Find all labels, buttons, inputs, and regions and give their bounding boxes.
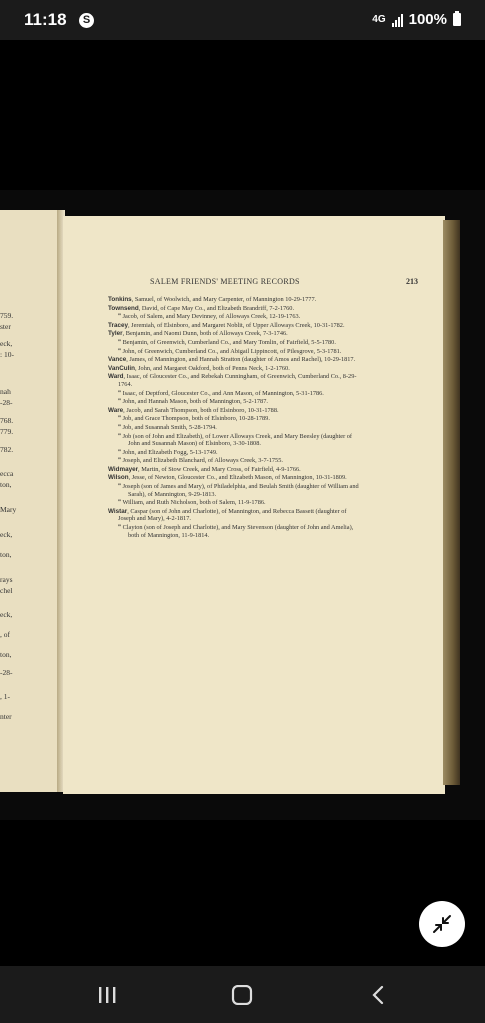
record-surname: ": [118, 483, 121, 491]
record-text: Martin, of Stow Creek, and Mary Cross, of Fairfield, 4-9-1766.: [141, 465, 301, 473]
recents-icon: [97, 986, 117, 1004]
s-badge-icon: S: [79, 13, 94, 28]
record-text: Job, and Susannah Smith, 5-28-1794.: [122, 423, 217, 431]
record-entry: [108, 348, 360, 356]
record-text: John, of Greenwich, Cumberland Co., and Abigail Lippincott, of Pilesgrove, 5-3-1781.: [122, 347, 342, 355]
book-photo[interactable]: [0, 190, 485, 820]
page-header-title: SALEM FRIENDS' MEETING RECORDS: [150, 277, 300, 286]
left-page-text: eck,: [0, 530, 13, 539]
record-surname: Wilson: [108, 474, 129, 482]
record-text: Clayton (son of Joseph and Charlotte), and Mary Stevenson (daughter of John and Amelia), both of Mannington, 11-9-1814.: [122, 524, 354, 539]
record-entry: Wilson, Jesse, of Newton, Gloucester Co., and Elizabeth Mason, of Mannington, 10-31-1809.: [108, 474, 347, 482]
record-text: Benjamin, and Naomi Dunn, both of Alloways Creek, 7-3-1746.: [125, 330, 288, 338]
system-nav-bar: [0, 966, 485, 1023]
record-text: Jacob, and Sarah Thompson, both of Elsinboro, 10-31-1788.: [126, 406, 279, 414]
record-entry: VanCulin, John, and Margaret Oakford, both of Penns Neck, 1-2-1760.: [108, 364, 290, 372]
record-entry: [108, 313, 360, 321]
right-page: [63, 216, 445, 794]
record-surname: Vance: [108, 356, 127, 364]
record-surname: ": [118, 338, 121, 346]
record-text: John, and Hannah Mason, both of Mannington, 5-2-1787.: [122, 398, 268, 406]
signal-icon: [392, 13, 403, 27]
left-page-text: chel: [0, 586, 13, 595]
left-page-text: nah: [0, 387, 11, 396]
left-page-text: ster: [0, 322, 11, 331]
record-entry: [108, 499, 360, 507]
record-entry: [108, 483, 360, 498]
record-entries: [108, 296, 360, 540]
recents-button[interactable]: [87, 983, 127, 1007]
record-entry: [108, 339, 360, 347]
left-page-text: nter: [0, 712, 12, 721]
record-surname: Tyler: [108, 330, 123, 338]
left-page-text: , 1-: [0, 692, 10, 701]
record-entry: Vance, James, of Mannington, and Hannah Stratton (daughter of Amos and Rachel), 10-29-1817.: [108, 356, 356, 364]
record-entry: [108, 390, 360, 398]
left-page-text: 759.: [0, 311, 14, 320]
record-surname: Tonkins: [108, 296, 132, 303]
record-surname: Tracey: [108, 321, 128, 329]
record-text: Isaac, of Deptford, Gloucester Co., and Ann Mason, of Mannington, 5-31-1786.: [122, 389, 324, 397]
exit-fullscreen-button[interactable]: [419, 901, 465, 947]
home-icon: [231, 985, 253, 1005]
image-viewer[interactable]: [0, 40, 485, 966]
left-page-text: Mary: [0, 505, 17, 514]
record-entry: Tracey, Jeremiah, of Elsinboro, and Margaret Noblit, of Upper Alloways Creek, 10-31-1782.: [108, 321, 345, 329]
left-page-text: ton,: [0, 480, 12, 489]
record-entry: [108, 415, 360, 423]
record-surname: Ward: [108, 373, 124, 381]
record-surname: ": [118, 347, 121, 355]
record-entry: Tyler, Benjamin, and Naomi Dunn, both of Alloways Creek, 7-3-1746.: [108, 330, 288, 338]
back-icon: [371, 985, 385, 1005]
record-text: Job (son of John and Elizabeth), of Lower Alloways Creek, and Mary Beesley (daughter of John and Susannah Mason) of Elsinboro, 3-30-1808.: [122, 432, 353, 448]
record-text: James, of Mannington, and Hannah Stratton (daughter of Amos and Rachel), 10-29-1817.: [129, 356, 356, 364]
record-text: Jacob, of Salem, and Mary Devinney, of Alloways Creek, 12-19-1763.: [122, 313, 301, 321]
record-text: Job, and Grace Thompson, both of Elsinboro, 10-28-1789.: [122, 415, 270, 423]
back-button[interactable]: [358, 983, 398, 1007]
status-time: 11:18: [24, 10, 67, 29]
left-page-fragment: [0, 210, 60, 792]
record-entry: Ward, Isaac, of Gloucester Co., and Rebekah Cunningham, of Greenwich, Cumberland Co., 8-29-1764.: [108, 373, 357, 388]
record-entry: Tonkins, Samuel, of Woolwich, and Mary Carpenter, of Mannington 10-29-1777.: [108, 296, 317, 303]
record-surname: Wistar: [108, 507, 128, 515]
record-text: John, and Elizabeth Fogg, 5-13-1749.: [122, 448, 218, 456]
left-page-text: ton,: [0, 650, 12, 659]
record-entry: [108, 457, 360, 465]
battery-percent: 100%: [408, 11, 447, 28]
record-surname: ": [118, 432, 121, 440]
record-text: Samuel, of Woolwich, and Mary Carpenter, of Mannington 10-29-1777.: [134, 296, 317, 303]
left-page-text: 768.: [0, 416, 14, 425]
record-surname: ": [118, 415, 121, 423]
record-surname: ": [118, 398, 121, 406]
record-surname: ": [118, 423, 121, 431]
record-entry: Ware, Jacob, and Sarah Thompson, both of Elsinboro, 10-31-1788.: [108, 406, 279, 414]
record-text: Jeremiah, of Elsinboro, and Margaret Noblit, of Upper Alloways Creek, 10-31-1782.: [131, 321, 345, 329]
record-entry: [108, 449, 360, 457]
record-entry: [108, 524, 360, 539]
record-text: Benjamin, of Greenwich, Cumberland Co., and Mary Tomlin, of Fairfield, 5-5-1780.: [122, 338, 336, 346]
left-page-text: , of: [0, 630, 10, 639]
data-transfer-icon: 4G: [372, 14, 386, 25]
record-entry: Wistar, Caspar (son of John and Charlotte), of Mannington, and Rebecca Bassett (daughter of Joseph and Mary), 4-2-1817.: [108, 507, 347, 523]
left-page-text: eck,: [0, 610, 13, 619]
record-text: Jesse, of Newton, Gloucester Co., and Elizabeth Mason, of Mannington, 10-31-1809.: [131, 474, 347, 482]
left-page-text: ton,: [0, 550, 12, 559]
record-text: Joseph, and Elizabeth Blanchard, of Alloways Creek, 3-7-1755.: [122, 457, 283, 465]
record-entry: Townsend, David, of Cape May Co., and Elizabeth Brandriff, 7-2-1760.: [108, 304, 295, 312]
record-surname: ": [118, 448, 121, 456]
left-page-text: 782.: [0, 445, 14, 454]
record-text: William, and Ruth Nicholson, both of Salem, 11-9-1786.: [122, 499, 266, 507]
record-text: David, of Cape May Co., and Elizabeth Brandriff, 7-2-1760.: [141, 304, 295, 312]
record-text: John, and Margaret Oakford, both of Penns Neck, 1-2-1760.: [138, 364, 290, 372]
left-page-text: : 10-: [0, 350, 14, 359]
record-surname: ": [118, 499, 121, 507]
record-text: Isaac, of Gloucester Co., and Rebekah Cunningham, of Greenwich, Cumberland Co., 8-29-1764.: [118, 373, 357, 388]
home-button[interactable]: [222, 983, 262, 1007]
record-surname: Townsend: [108, 304, 139, 312]
record-entry: [108, 424, 360, 432]
left-page-text: ecca: [0, 469, 14, 478]
record-surname: ": [118, 524, 121, 532]
battery-icon: [453, 13, 461, 26]
page-edge: [443, 220, 460, 785]
left-page-text: -28-: [0, 668, 13, 677]
record-surname: ": [118, 389, 121, 397]
record-entry: [108, 398, 360, 406]
record-surname: VanCulin: [108, 364, 135, 372]
record-surname: Widmayer: [108, 465, 139, 473]
record-surname: ": [118, 313, 121, 321]
left-page-text: eck,: [0, 339, 13, 348]
record-entry: Widmayer, Martin, of Stow Creek, and Mary Cross, of Fairfield, 4-9-1766.: [108, 465, 301, 473]
page-number: 213: [406, 277, 418, 286]
record-text: Caspar (son of John and Charlotte), of Mannington, and Rebecca Bassett (daughter of Joseph and Mary), 4-2-1817.: [118, 507, 347, 523]
record-surname: Ware: [108, 406, 124, 414]
status-bar: [0, 0, 485, 40]
record-text: Joseph (son of James and Mary), of Philadelphia, and Beulah Smith (daughter of William and Sarah), of Mannington, 9-29-1813.: [122, 483, 359, 498]
collapse-arrows-icon: [432, 914, 452, 934]
record-surname: ": [118, 457, 121, 465]
left-page-text: rays: [0, 575, 13, 584]
left-page-text: 779.: [0, 427, 14, 436]
left-page-text: -28-: [0, 398, 13, 407]
record-entry: [108, 433, 360, 448]
